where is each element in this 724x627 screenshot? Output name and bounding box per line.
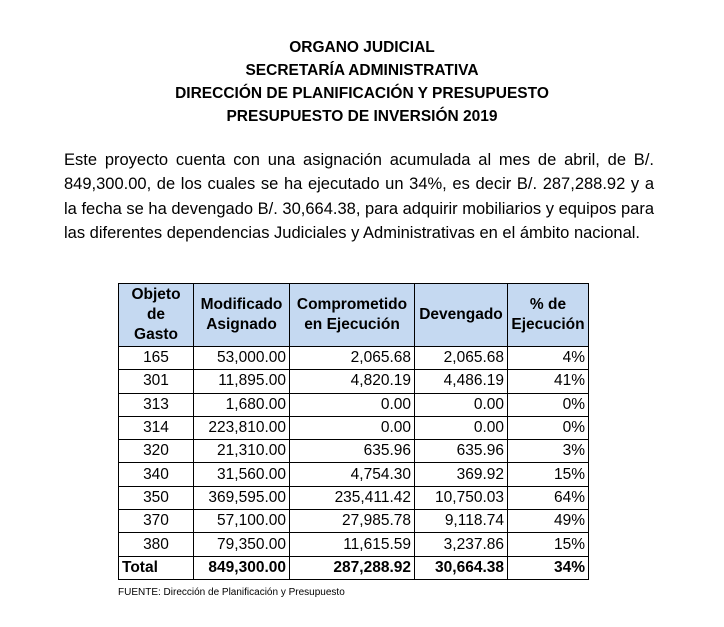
cell-objeto: 313: [119, 393, 194, 416]
budget-table: [118, 283, 589, 580]
table-row: [119, 463, 589, 486]
total-devengado: 30,664.38: [415, 556, 508, 579]
cell-comprometido: 4,820.19: [290, 370, 415, 393]
cell-devengado: 3,237.86: [415, 533, 508, 556]
table-row: [119, 393, 589, 416]
cell-devengado: 635.96: [415, 440, 508, 463]
summary-paragraph: Este proyecto cuenta con una asignación acumulada al mes de abril, de B/. 849,300.00, de los cuales se ha ejecutado un 34%, es decir B/. 287,288.92 y a la fecha se ha devengado B/. 30,664.38, para adquirir mobiliarios y equipos para las diferentes dependencias Judiciales y Administrativas en el ámbito nacional.: [64, 151, 654, 243]
cell-asignado: 11,895.00: [194, 370, 290, 393]
total-asignado: 849,300.00: [194, 556, 290, 579]
cell-ejecucion: 0%: [508, 393, 589, 416]
cell-devengado: 0.00: [415, 416, 508, 439]
cell-comprometido: 0.00: [290, 416, 415, 439]
cell-asignado: 223,810.00: [194, 416, 290, 439]
cell-comprometido: 235,411.42: [290, 486, 415, 509]
col-header-modificado-asignado: Modificado Asignado: [194, 284, 290, 347]
cell-devengado: 369.92: [415, 463, 508, 486]
cell-objeto: 380: [119, 533, 194, 556]
cell-objeto: 314: [119, 416, 194, 439]
cell-ejecucion: 4%: [508, 347, 589, 370]
total-comprometido: 287,288.92: [290, 556, 415, 579]
cell-asignado: 53,000.00: [194, 347, 290, 370]
table-row: [119, 486, 589, 509]
col-header-devengado: Devengado: [415, 284, 508, 347]
cell-asignado: 1,680.00: [194, 393, 290, 416]
table-row: [119, 533, 589, 556]
cell-ejecucion: 0%: [508, 416, 589, 439]
cell-asignado: 369,595.00: [194, 486, 290, 509]
col-header-porcentaje-ejecucion: % de Ejecución: [508, 284, 589, 347]
cell-asignado: 21,310.00: [194, 440, 290, 463]
cell-devengado: 10,750.03: [415, 486, 508, 509]
cell-comprometido: 635.96: [290, 440, 415, 463]
header-directorate: DIRECCIÓN DE PLANIFICACIÓN Y PRESUPUESTO: [175, 85, 549, 102]
table-row: [119, 347, 589, 370]
cell-objeto: 350: [119, 486, 194, 509]
header-organization: ORGANO JUDICIAL: [289, 39, 435, 56]
cell-devengado: 2,065.68: [415, 347, 508, 370]
cell-objeto: 340: [119, 463, 194, 486]
col-header-comprometido: Comprometido en Ejecución: [290, 284, 415, 347]
cell-ejecucion: 41%: [508, 370, 589, 393]
cell-comprometido: 11,615.59: [290, 533, 415, 556]
cell-asignado: 79,350.00: [194, 533, 290, 556]
cell-objeto: 370: [119, 510, 194, 533]
document-header: [0, 36, 724, 128]
table-total-row: [119, 556, 589, 579]
cell-asignado: 57,100.00: [194, 510, 290, 533]
cell-objeto: 165: [119, 347, 194, 370]
table-row: [119, 510, 589, 533]
table-row: [119, 370, 589, 393]
cell-comprometido: 4,754.30: [290, 463, 415, 486]
cell-ejecucion: 64%: [508, 486, 589, 509]
cell-ejecucion: 3%: [508, 440, 589, 463]
table-row: [119, 440, 589, 463]
cell-ejecucion: 49%: [508, 510, 589, 533]
cell-comprometido: 0.00: [290, 393, 415, 416]
total-ejecucion: 34%: [508, 556, 589, 579]
cell-objeto: 320: [119, 440, 194, 463]
cell-ejecucion: 15%: [508, 533, 589, 556]
table-header-row: [119, 284, 589, 347]
col-header-objeto-gasto: Objeto de Gasto: [119, 284, 194, 347]
cell-comprometido: 27,985.78: [290, 510, 415, 533]
header-secretariat: SECRETARÍA ADMINISTRATIVA: [245, 62, 479, 79]
cell-asignado: 31,560.00: [194, 463, 290, 486]
cell-ejecucion: 15%: [508, 463, 589, 486]
cell-devengado: 4,486.19: [415, 370, 508, 393]
cell-objeto: 301: [119, 370, 194, 393]
cell-devengado: 9,118.74: [415, 510, 508, 533]
table-row: [119, 416, 589, 439]
source-note: FUENTE: Dirección de Planificación y Presupuesto: [118, 587, 345, 598]
cell-devengado: 0.00: [415, 393, 508, 416]
total-label: Total: [119, 556, 194, 579]
header-budget-title: PRESUPUESTO DE INVERSIÓN 2019: [226, 108, 498, 125]
cell-comprometido: 2,065.68: [290, 347, 415, 370]
